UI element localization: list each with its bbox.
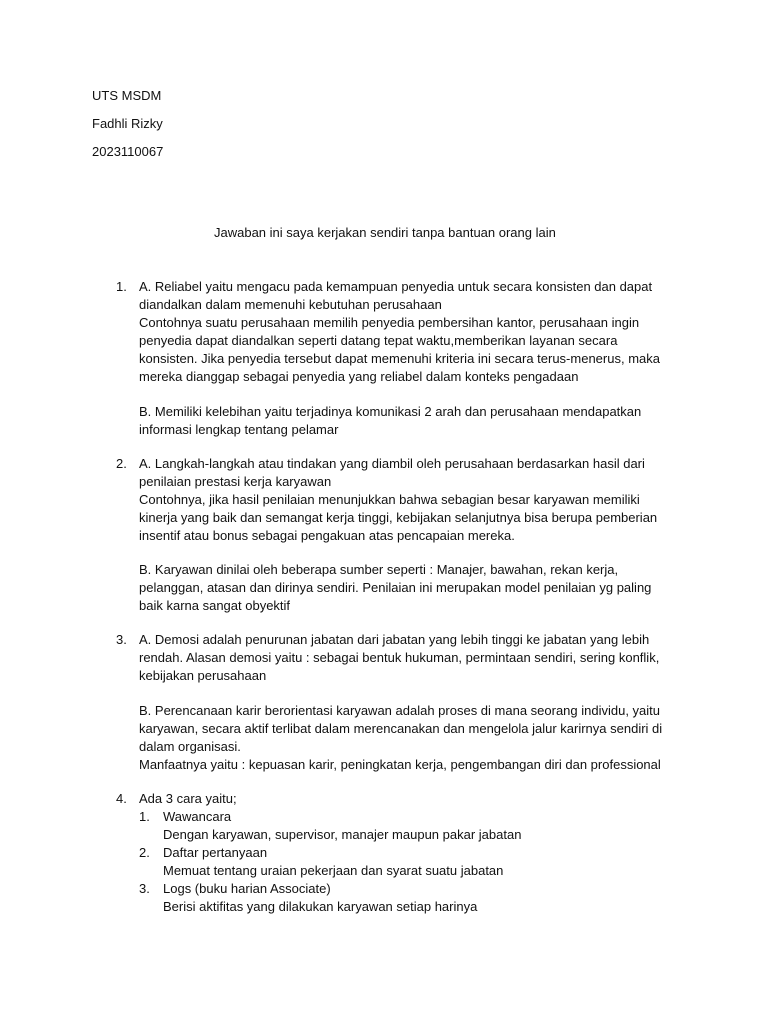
answer-line: A. Demosi adalah penurunan jabatan dari jabatan yang lebih tinggi ke jabatan yang lebih bbox=[139, 632, 650, 647]
answer-number: 1. bbox=[116, 279, 127, 294]
student-id: 2023110067 bbox=[92, 144, 164, 159]
answer-number: 3. bbox=[116, 632, 127, 647]
answer-line: B. Karyawan dinilai oleh beberapa sumber seperti : Manajer, bawahan, rekan kerja, bbox=[139, 562, 619, 577]
answer-line: B. Perencanaan karir berorientasi karyawan adalah proses di mana seorang individu, yaitu bbox=[139, 703, 661, 718]
answer-line: mereka dianggap sebagai penyedia yang reliabel dalam konteks pengadaan bbox=[139, 369, 579, 384]
answer-line: B. Memiliki kelebihan yaitu terjadinya komunikasi 2 arah dan perusahaan mendapatkan bbox=[139, 404, 642, 419]
sub-item-number: 3. bbox=[139, 881, 150, 896]
honesty-statement: Jawaban ini saya kerjakan sendiri tanpa bantuan orang lain bbox=[214, 225, 556, 240]
sub-item-desc: Dengan karyawan, supervisor, manajer maupun pakar jabatan bbox=[163, 827, 522, 842]
answer-line: karyawan, secara aktif terlibat dalam merencanakan dan mengelola jalur karirnya sendiri di bbox=[139, 721, 663, 736]
answer-line: penyedia dapat diandalkan seperti datang tepat waktu,memberikan layanan secara bbox=[139, 333, 618, 348]
answer-line: dalam organisasi. bbox=[139, 739, 241, 754]
sub-item-desc: Memuat tentang uraian pekerjaan dan syarat suatu jabatan bbox=[163, 863, 504, 878]
answer-line: baik karna sangat obyektif bbox=[139, 598, 291, 613]
answer-line: kinerja yang baik dan semangat kerja tinggi, kebijakan selanjutnya bisa berupa pemberian bbox=[139, 510, 658, 525]
answer-intro: Ada 3 cara yaitu; bbox=[139, 791, 237, 806]
answer-line: insentif atau bonus sebagai pengakuan atas pencapaian mereka. bbox=[139, 528, 515, 543]
answer-line: Manfaatnya yaitu : kepuasan karir, peningkatan kerja, pengembangan diri dan professional bbox=[139, 757, 661, 772]
course-title: UTS MSDM bbox=[92, 88, 162, 103]
sub-item-title: Wawancara bbox=[163, 809, 232, 824]
answer-line: pelanggan, atasan dan dirinya sendiri. Penilaian ini merupakan model penilaian yg paling bbox=[139, 580, 652, 595]
sub-item-desc: Berisi aktifitas yang dilakukan karyawan setiap harinya bbox=[163, 899, 478, 914]
answer-line: konsisten. Jika penyedia tersebut dapat memenuhi kriteria ini secara terus-menerus, maka bbox=[139, 351, 660, 366]
answer-line: kebijakan perusahaan bbox=[139, 668, 267, 683]
answer-line: rendah. Alasan demosi yaitu : sebagai bentuk hukuman, permintaan sendiri, sering konflik, bbox=[139, 650, 660, 665]
sub-item-title: Logs (buku harian Associate) bbox=[163, 881, 331, 896]
sub-item-number: 2. bbox=[139, 845, 150, 860]
answer-line: Contohnya suatu perusahaan memilih penyedia pembersihan kantor, perusahaan ingin bbox=[139, 315, 640, 330]
answer-line: informasi lengkap tentang pelamar bbox=[139, 422, 339, 437]
answer-number: 4. bbox=[116, 791, 127, 806]
answer-line: A. Reliabel yaitu mengacu pada kemampuan penyedia untuk secara konsisten dan dapat bbox=[139, 279, 653, 294]
answer-line: diandalkan dalam memenuhi kebutuhan perusahaan bbox=[139, 297, 442, 312]
answer-number: 2. bbox=[116, 456, 127, 471]
answer-line: penilaian prestasi kerja karyawan bbox=[139, 474, 332, 489]
answer-line: A. Langkah-langkah atau tindakan yang diambil oleh perusahaan berdasarkan hasil dari bbox=[139, 456, 645, 471]
answer-line: Contohnya, jika hasil penilaian menunjukkan bahwa sebagian besar karyawan memiliki bbox=[139, 492, 640, 507]
student-name: Fadhli Rizky bbox=[92, 116, 163, 131]
sub-item-title: Daftar pertanyaan bbox=[163, 845, 268, 860]
sub-item-number: 1. bbox=[139, 809, 150, 824]
